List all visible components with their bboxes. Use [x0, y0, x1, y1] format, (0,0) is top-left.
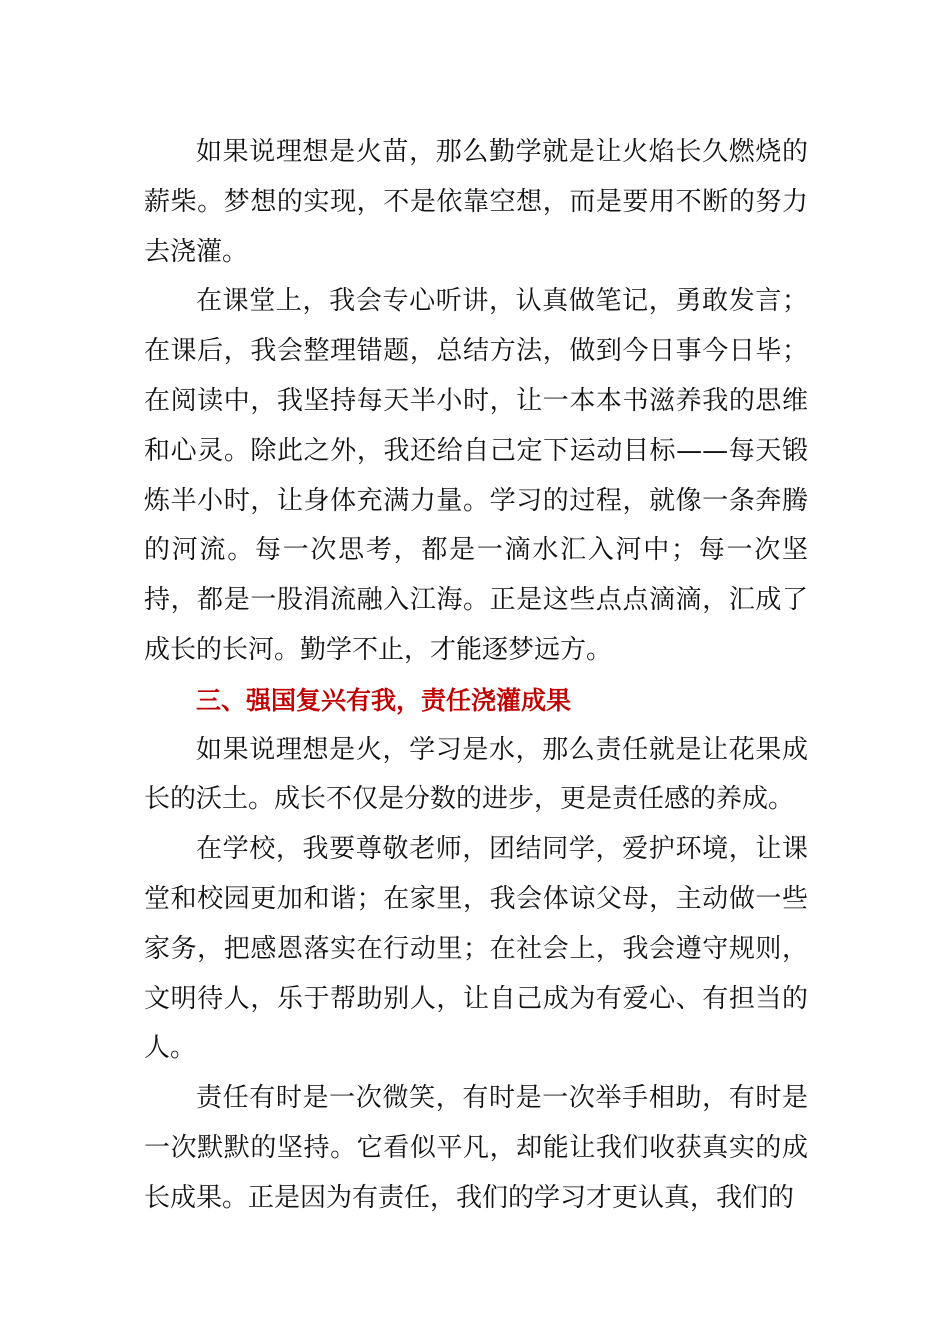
- paragraph: 责任有时是一次微笑，有时是一次举手相助，有时是一次默默的坚持。它看似平凡，却能让我们收获真实的成长成果。正是因为有责任，我们的学习才更认真，我们的: [144, 1083, 808, 1213]
- document-body: [144, 128, 808, 1224]
- paragraph: 如果说理想是火苗，那么勤学就是让火焰长久燃烧的薪柴。梦想的实现，不是依靠空想，而是要用不断的努力去浇灌。: [144, 137, 808, 267]
- section-heading: 三、强国复兴有我，责任浇灌成果: [196, 685, 572, 715]
- paragraph: 如果说理想是火，学习是水，那么责任就是让花果成长的沃土。成长不仅是分数的进步，更是责任感的养成。: [144, 734, 808, 815]
- paragraph: 在学校，我要尊敬老师，团结同学，爱护环境，让课堂和校园更加和谐；在家里，我会体谅父母，主动做一些家务，把感恩落实在行动里；在社会上，我会遵守规则，文明待人，乐于帮助别人，让自己成为有爱心、有担当的人。: [144, 834, 808, 1064]
- paragraph: 在课堂上，我会专心听讲，认真做笔记，勇敢发言；在课后，我会整理错题，总结方法，做到今日事今日毕；在阅读中，我坚持每天半小时，让一本本书滋养我的思维和心灵。除此之外，我还给自己定下运动目标——每天锻炼半小时，让身体充满力量。学习的过程，就像一条奔腾的河流。每一次思考，都是一滴水汇入河中；每一次坚持，都是一股涓流融入江海。正是这些点点滴滴，汇成了成长的长河。勤学不止，才能逐梦远方。: [144, 286, 808, 665]
